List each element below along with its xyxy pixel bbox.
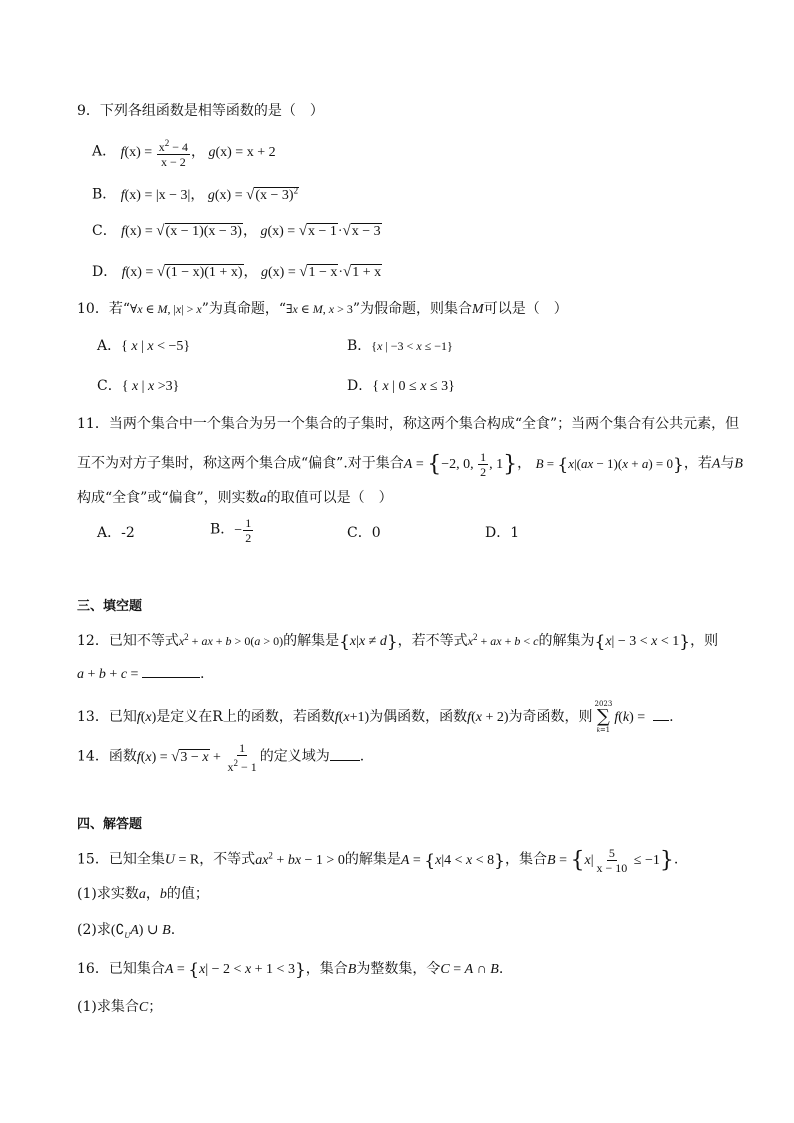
q9-option-c-formula: f(x) = √(x − 1)(x − 3)， g(x) = √x − 1·√x − 3 — [121, 223, 381, 239]
q11-option-a[interactable]: A．-2 — [97, 525, 135, 541]
q9-stem: 9．下列各组函数是相等函数的是（ ） — [77, 103, 324, 119]
q9-option-a-formula: f(x) = $\frac{x^2 - 4}{x - 2}$ ， g(x) = x + 2 — [120, 138, 276, 169]
q14-line: 14．函数f(x) = √3 − x + $\frac{1}{x^2 - 1}$ 的定义域为 . — [77, 741, 365, 774]
q10-stem: 10．若“∀x ∈ M, |x| > x”为真命题，“∃x ∈ M, x > 3”为假命题，则集合M可以是（ ） — [77, 301, 568, 317]
q13-line: 13．已知f(x)是定义在R上的函数，若函数f(x+1)为偶函数，函数f(x + 2)为奇函数，则 2023 ∑ k=1 f(k) = . — [77, 700, 674, 734]
q10-option-b-formula: {x | −3 < x ≤ −1} — [371, 339, 453, 353]
q13-summation: 2023 ∑ k=1 — [594, 700, 613, 734]
q10-option-a[interactable]: A．{ x | x < −5} — [97, 338, 191, 354]
q12-expression: a + b + c = — [77, 667, 142, 682]
q9-option-d-formula: f(x) = √(1 − x)(1 + x)， g(x) = √1 − x·√1 + x — [121, 264, 382, 280]
q15-set-b: B = {x| $\frac{5}{x - 10}$ ≤ −1} — [547, 845, 674, 875]
q9-option-c-label: C． — [92, 223, 117, 239]
q12-answer-blank[interactable] — [142, 665, 200, 678]
q16-set-a: A = {x| − 2 < x + 1 < 3} — [164, 959, 306, 980]
q15-part-1: (1)求实数a，b的值； — [77, 886, 209, 902]
q10-option-d[interactable]: D．{ x | 0 ≤ x ≤ 3} — [347, 378, 455, 394]
q13-answer-blank[interactable] — [653, 708, 669, 721]
q10-option-a-formula: { x | x < −5} — [121, 339, 191, 354]
q10-option-b[interactable]: B．{x | −3 < x ≤ −1} — [347, 338, 453, 354]
q9-option-d-label: D． — [92, 264, 118, 280]
q11-line-1: 11．当两个集合中一个集合为另一个集合的子集时，称这两个集合构成“全食”；当两个集合有公共元素，但 — [77, 416, 740, 432]
q9-option-b-formula: f(x) = |x − 3|， $g(x) = √(x - 3)^2$ — [120, 185, 299, 203]
q12-line-1: 12．已知不等式$x^2$ + ax + b > 0(a > 0)的解集是{x|x ≠ d}，若不等式$x^2$ + ax + b < c的解集为{x| − 3 < x < 1}，则 — [77, 631, 719, 652]
q9-option-b-label: B． — [92, 186, 117, 203]
q11-line-3: 构成“全食”或“偏食”，则实数a的取值可以是（ ） — [77, 490, 393, 506]
section-solution-title: 四、解答题 — [77, 817, 143, 832]
q10-proposition-1: ∀x ∈ M, |x| > x — [129, 302, 202, 316]
q11-option-b[interactable]: B．− $\frac{1}{2}$ — [210, 516, 254, 545]
q11-line-2: 互不为对方子集时，称这两个集合成“偏食”.对于集合A = {−2, 0, $\frac{1}{2}$ , 1}， B = {x|(ax − 1)(x + a) = 0}，若A与B — [77, 450, 743, 479]
q11-option-c[interactable]: C．0 — [347, 525, 381, 541]
q11-set-a: A = {−2, 0, $\frac{1}{2}$ , 1} — [403, 450, 518, 479]
q10-option-c[interactable]: C．{ x | x >3} — [97, 378, 180, 394]
q9-option-c[interactable] — [92, 221, 382, 242]
q15-set-a: A = {x|4 < x < 8} — [400, 850, 505, 871]
q9-option-a-label: A． — [92, 143, 117, 160]
q9-option-b[interactable] — [92, 180, 299, 206]
q15-part-2: (2)求$(∁_UA)$ ∪ B. — [77, 922, 176, 940]
q14-answer-blank[interactable] — [330, 748, 360, 761]
q15-line-1: 15．已知全集U = R，不等式$ax^2$ + bx − 1 > 0的解集是A = {x|4 < x < 8}，集合B = {x| $\frac{5}{x - 10}$ ≤ −1}. — [77, 845, 679, 875]
q10-option-c-formula: { x | x >3} — [121, 379, 180, 394]
q16-line-1: 16．已知集合A = {x| − 2 < x + 1 < 3}，集合B为整数集，令C = A ∩ B. — [77, 959, 504, 980]
q12-solution-1: {x|x ≠ d} — [339, 631, 398, 652]
q9-option-d[interactable] — [92, 262, 382, 283]
q10-proposition-2: ∃x ∈ M, x > 3 — [286, 302, 353, 316]
q12-solution-2: {x| − 3 < x < 1} — [594, 631, 691, 652]
q10-option-d-formula: { x | 0 ≤ x ≤ 3} — [372, 379, 455, 394]
q11-set-b: B = {x|(ax − 1)(x + a) = 0} — [535, 454, 684, 475]
q9-option-a[interactable] — [92, 136, 276, 169]
q12-inequality-1: $x^2$ + ax + b > 0(a > 0) — [178, 632, 284, 648]
q12-line-2: a + b + c = . — [77, 666, 205, 682]
q11-var-a: a — [259, 491, 267, 506]
q10-set-m: M — [472, 302, 484, 317]
section-fill-blank-title: 三、填空题 — [77, 599, 143, 614]
q14-function: f(x) = √3 − x + $\frac{1}{x^2 - 1}$ — [136, 741, 257, 774]
q11-option-b-formula: − $\frac{1}{2}$ — [234, 516, 252, 545]
q12-inequality-2: $x^2$ + ax + b < c — [467, 632, 539, 648]
q11-option-d[interactable]: D．1 — [485, 525, 520, 541]
q16-part-1: (1)求集合C； — [77, 999, 163, 1015]
